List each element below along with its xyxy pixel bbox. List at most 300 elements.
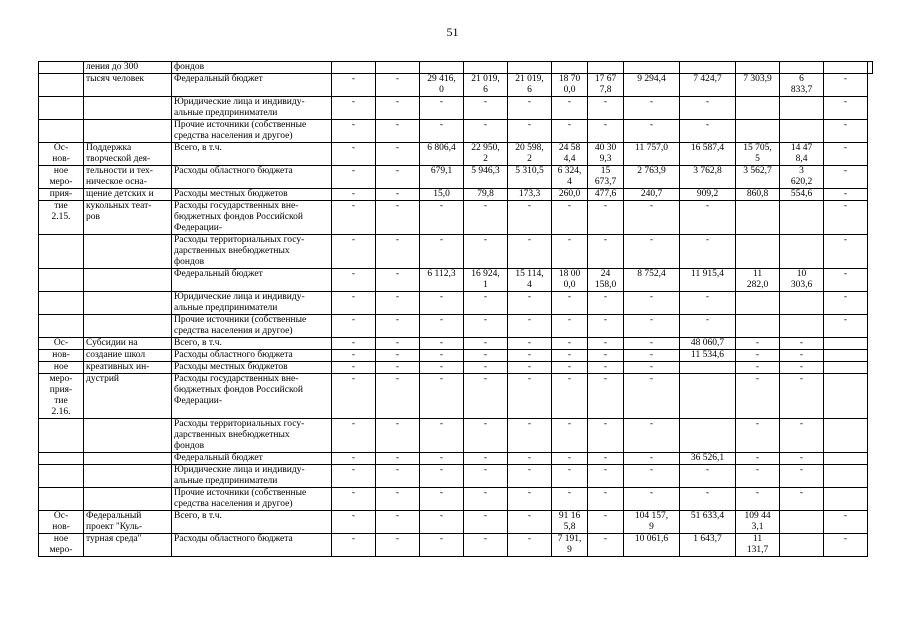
event-number-cell xyxy=(39,453,84,465)
value-cell: - xyxy=(376,120,420,143)
value-cell: - xyxy=(780,338,824,350)
value-cell: - xyxy=(376,419,420,453)
value-cell: 6 833,7 xyxy=(780,74,824,97)
value-cell: - xyxy=(508,488,552,511)
value-cell: - xyxy=(332,465,376,488)
value-cell: - xyxy=(332,166,376,189)
value-cell: - xyxy=(420,374,464,419)
funding-source-cell: Всего, в т.ч. xyxy=(172,511,332,534)
table-row xyxy=(39,374,873,419)
value-cell: - xyxy=(464,534,508,557)
event-number-cell: ное xyxy=(39,362,84,374)
value-cell: - xyxy=(624,362,680,374)
value-cell: - xyxy=(588,97,624,120)
value-cell: - xyxy=(624,374,680,419)
value-cell: - xyxy=(508,97,552,120)
value-cell: 240,7 xyxy=(624,189,680,201)
value-cell: - xyxy=(464,292,508,315)
value-cell: 477,6 xyxy=(588,189,624,201)
value-cell xyxy=(824,465,868,488)
value-cell: - xyxy=(736,488,780,511)
value-cell: - xyxy=(824,143,868,166)
value-cell xyxy=(552,62,588,74)
table-row xyxy=(39,315,873,338)
value-cell: 40 30 9,3 xyxy=(588,143,624,166)
event-name-cell xyxy=(84,315,172,338)
value-cell: 11 534,6 xyxy=(680,350,736,362)
value-cell xyxy=(332,62,376,74)
table-row xyxy=(39,453,873,465)
value-cell: 15 114, 4 xyxy=(508,269,552,292)
value-cell: - xyxy=(332,488,376,511)
event-name-cell xyxy=(84,465,172,488)
value-cell: - xyxy=(508,338,552,350)
value-cell: - xyxy=(332,201,376,235)
event-number-cell xyxy=(39,269,84,292)
value-cell: 3 620,2 xyxy=(780,166,824,189)
value-cell: 51 633,4 xyxy=(680,511,736,534)
event-number-cell xyxy=(39,419,84,453)
value-cell: - xyxy=(588,511,624,534)
table-row xyxy=(39,419,873,453)
value-cell: - xyxy=(680,292,736,315)
value-cell xyxy=(624,62,680,74)
value-cell: - xyxy=(508,465,552,488)
value-cell: - xyxy=(736,465,780,488)
value-cell: 11 282,0 xyxy=(736,269,780,292)
value-cell: - xyxy=(376,97,420,120)
funding-source-cell: Расходы местных бюджетов xyxy=(172,189,332,201)
event-name-cell: ления до 300 xyxy=(84,62,172,74)
value-cell: 16 587,4 xyxy=(680,143,736,166)
value-cell xyxy=(780,120,824,143)
event-name-cell xyxy=(84,120,172,143)
value-cell: - xyxy=(464,235,508,269)
page-number: 51 xyxy=(446,25,459,39)
value-cell: 7 424,7 xyxy=(680,74,736,97)
event-number-cell xyxy=(39,120,84,143)
table-row xyxy=(39,189,873,201)
value-cell: - xyxy=(780,374,824,419)
value-cell: 29 416, 0 xyxy=(420,74,464,97)
value-cell: - xyxy=(588,350,624,362)
event-number-cell: Ос- xyxy=(39,338,84,350)
value-cell: - xyxy=(464,120,508,143)
value-cell: - xyxy=(624,419,680,453)
value-cell: - xyxy=(824,74,868,97)
value-cell: - xyxy=(780,465,824,488)
value-cell: 3 762,8 xyxy=(680,166,736,189)
value-cell: 104 157, 9 xyxy=(624,511,680,534)
value-cell: 5 310,5 xyxy=(508,166,552,189)
value-cell: 79,8 xyxy=(464,189,508,201)
value-cell: - xyxy=(552,374,588,419)
value-cell: - xyxy=(332,511,376,534)
value-cell: - xyxy=(464,419,508,453)
value-cell: - xyxy=(332,269,376,292)
event-name-cell: тельности и тех- ническое осна- xyxy=(84,166,172,189)
value-cell xyxy=(780,292,824,315)
value-cell: - xyxy=(588,362,624,374)
table-row xyxy=(39,338,873,350)
event-number-cell: прия- xyxy=(39,189,84,201)
funding-source-cell: Федеральный бюджет xyxy=(172,74,332,97)
value-cell: 11 757,0 xyxy=(624,143,680,166)
value-cell: - xyxy=(376,292,420,315)
table-row xyxy=(39,292,873,315)
value-cell: 7 303,9 xyxy=(736,74,780,97)
event-name-cell xyxy=(84,292,172,315)
value-cell xyxy=(824,453,868,465)
value-cell xyxy=(780,97,824,120)
event-name-cell xyxy=(84,235,172,269)
value-cell: 679,1 xyxy=(420,166,464,189)
value-cell: - xyxy=(624,235,680,269)
funding-source-cell: Федеральный бюджет xyxy=(172,269,332,292)
value-cell: - xyxy=(552,97,588,120)
event-number-cell: Ос- нов- xyxy=(39,143,84,166)
event-number-cell: тие 2.15. xyxy=(39,201,84,235)
value-cell: 20 598, 2 xyxy=(508,143,552,166)
event-number-cell xyxy=(39,292,84,315)
value-cell: - xyxy=(624,465,680,488)
value-cell: - xyxy=(552,350,588,362)
value-cell: - xyxy=(376,511,420,534)
funding-source-cell: Прочие источники (собственные средства населения и другое) xyxy=(172,120,332,143)
value-cell: - xyxy=(464,201,508,235)
value-cell: - xyxy=(420,362,464,374)
value-cell: - xyxy=(508,511,552,534)
value-cell: - xyxy=(824,534,868,557)
value-cell: - xyxy=(420,419,464,453)
value-cell: - xyxy=(588,419,624,453)
value-cell: - xyxy=(824,189,868,201)
value-cell: - xyxy=(420,453,464,465)
value-cell: - xyxy=(588,338,624,350)
value-cell: - xyxy=(376,488,420,511)
event-name-cell: Федеральный проект "Куль- xyxy=(84,511,172,534)
table-row xyxy=(39,465,873,488)
value-cell: - xyxy=(376,74,420,97)
value-cell: 22 950, 2 xyxy=(464,143,508,166)
value-cell xyxy=(736,62,780,74)
value-cell: - xyxy=(824,511,868,534)
value-cell: 24 58 4,4 xyxy=(552,143,588,166)
value-cell: - xyxy=(624,120,680,143)
value-cell: - xyxy=(332,120,376,143)
value-cell: - xyxy=(508,201,552,235)
value-cell: - xyxy=(780,453,824,465)
event-number-cell xyxy=(39,97,84,120)
value-cell: - xyxy=(588,315,624,338)
value-cell: - xyxy=(464,350,508,362)
value-cell: - xyxy=(376,166,420,189)
value-cell: - xyxy=(552,292,588,315)
value-cell: 36 526,1 xyxy=(680,453,736,465)
value-cell: - xyxy=(420,120,464,143)
value-cell: - xyxy=(736,374,780,419)
value-cell: - xyxy=(824,315,868,338)
value-cell xyxy=(736,97,780,120)
value-cell: - xyxy=(376,350,420,362)
value-cell xyxy=(588,62,624,74)
value-cell xyxy=(824,419,868,453)
value-cell: - xyxy=(508,315,552,338)
value-cell: - xyxy=(376,362,420,374)
value-cell: - xyxy=(464,338,508,350)
value-cell: - xyxy=(588,235,624,269)
event-name-cell: креативных ин- xyxy=(84,362,172,374)
value-cell: - xyxy=(736,362,780,374)
funding-source-cell: Юридические лица и индивиду- альные предприниматели xyxy=(172,465,332,488)
value-cell: - xyxy=(508,362,552,374)
value-cell xyxy=(736,315,780,338)
value-cell: 15,0 xyxy=(420,189,464,201)
value-cell: - xyxy=(420,315,464,338)
value-cell: - xyxy=(376,269,420,292)
value-cell: - xyxy=(376,315,420,338)
value-cell xyxy=(376,62,420,74)
value-cell xyxy=(780,315,824,338)
value-cell: 24 158,0 xyxy=(588,269,624,292)
value-cell: - xyxy=(420,338,464,350)
value-cell: 18 70 0,0 xyxy=(552,74,588,97)
value-cell: - xyxy=(508,534,552,557)
funding-source-cell: Расходы областного бюджета xyxy=(172,534,332,557)
value-cell: 48 060,7 xyxy=(680,338,736,350)
funding-source-cell: Юридические лица и индивиду- альные предприниматели xyxy=(172,97,332,120)
value-cell: - xyxy=(624,488,680,511)
value-cell xyxy=(824,488,868,511)
value-cell: - xyxy=(680,315,736,338)
value-cell xyxy=(508,62,552,74)
value-cell xyxy=(736,201,780,235)
table-row xyxy=(39,74,873,97)
value-cell xyxy=(680,374,736,419)
value-cell xyxy=(780,201,824,235)
value-cell: - xyxy=(552,315,588,338)
table-row xyxy=(39,235,873,269)
funding-source-cell: Расходы областного бюджета xyxy=(172,350,332,362)
value-cell xyxy=(780,534,824,557)
value-cell: - xyxy=(624,350,680,362)
value-cell: 8 752,4 xyxy=(624,269,680,292)
event-name-cell: создание школ xyxy=(84,350,172,362)
value-cell: - xyxy=(508,120,552,143)
funding-source-cell: Всего, в т.ч. xyxy=(172,338,332,350)
value-cell: 9 294,4 xyxy=(624,74,680,97)
value-cell: - xyxy=(332,362,376,374)
value-cell: - xyxy=(824,235,868,269)
table-row xyxy=(39,362,873,374)
value-cell: - xyxy=(680,235,736,269)
value-cell: - xyxy=(376,534,420,557)
value-cell: - xyxy=(464,511,508,534)
value-cell: - xyxy=(508,419,552,453)
value-cell: - xyxy=(376,235,420,269)
value-cell xyxy=(464,62,508,74)
value-cell: - xyxy=(332,338,376,350)
value-cell: - xyxy=(588,453,624,465)
value-cell: 6 112,3 xyxy=(420,269,464,292)
value-cell: 260,0 xyxy=(552,189,588,201)
value-cell: - xyxy=(332,235,376,269)
value-cell: 6 806,4 xyxy=(420,143,464,166)
value-cell: - xyxy=(376,143,420,166)
value-cell: 7 191, 9 xyxy=(552,534,588,557)
event-name-cell: Субсидии на xyxy=(84,338,172,350)
event-name-cell: Поддержка творческой дея- xyxy=(84,143,172,166)
funding-source-cell: Расходы областного бюджета xyxy=(172,166,332,189)
budget-table xyxy=(38,61,873,557)
value-cell: - xyxy=(552,362,588,374)
value-cell: 5 946,3 xyxy=(464,166,508,189)
event-name-cell xyxy=(84,419,172,453)
value-cell: - xyxy=(736,419,780,453)
value-cell: - xyxy=(736,453,780,465)
value-cell: 21 019, 6 xyxy=(508,74,552,97)
event-name-cell: кукольных теат- ров xyxy=(84,201,172,235)
table-row xyxy=(39,534,873,557)
value-cell: - xyxy=(332,315,376,338)
value-cell xyxy=(680,362,736,374)
value-cell: 6 324, 4 xyxy=(552,166,588,189)
event-number-cell xyxy=(39,235,84,269)
value-cell: - xyxy=(332,189,376,201)
value-cell: - xyxy=(552,338,588,350)
value-cell: - xyxy=(588,534,624,557)
value-cell: 11 915,4 xyxy=(680,269,736,292)
table-row xyxy=(39,143,873,166)
funding-source-cell: Федеральный бюджет xyxy=(172,453,332,465)
value-cell: - xyxy=(624,338,680,350)
event-name-cell xyxy=(84,488,172,511)
table-row xyxy=(39,350,873,362)
value-cell xyxy=(824,362,868,374)
value-cell: 10 303,6 xyxy=(780,269,824,292)
value-cell: - xyxy=(376,189,420,201)
value-cell: 91 16 5,8 xyxy=(552,511,588,534)
event-number-cell: Ос- нов- xyxy=(39,511,84,534)
value-cell: - xyxy=(680,120,736,143)
value-cell: - xyxy=(552,201,588,235)
value-cell: 1 643,7 xyxy=(680,534,736,557)
value-cell: - xyxy=(680,201,736,235)
value-cell: - xyxy=(824,120,868,143)
value-cell: - xyxy=(552,488,588,511)
value-cell: - xyxy=(780,488,824,511)
value-cell: 860,8 xyxy=(736,189,780,201)
value-cell xyxy=(680,62,736,74)
value-cell: 21 019, 6 xyxy=(464,74,508,97)
value-cell: 909,2 xyxy=(680,189,736,201)
event-number-cell: нов- xyxy=(39,350,84,362)
table-row xyxy=(39,166,873,189)
value-cell: - xyxy=(624,315,680,338)
value-cell: - xyxy=(376,453,420,465)
event-name-cell xyxy=(84,97,172,120)
table-row xyxy=(39,269,873,292)
value-cell: - xyxy=(420,465,464,488)
event-number-cell xyxy=(39,465,84,488)
value-cell: 2 763,9 xyxy=(624,166,680,189)
value-cell: 554,6 xyxy=(780,189,824,201)
table-row xyxy=(39,97,873,120)
value-cell: - xyxy=(376,338,420,350)
value-cell: - xyxy=(332,419,376,453)
funding-source-cell: Расходы государственных вне- бюджетных фондов Российской Федерации- xyxy=(172,374,332,419)
value-cell: - xyxy=(332,97,376,120)
value-cell: - xyxy=(420,511,464,534)
value-cell: - xyxy=(588,488,624,511)
event-number-cell xyxy=(39,315,84,338)
value-cell: - xyxy=(624,97,680,120)
value-cell: - xyxy=(588,120,624,143)
event-number-cell xyxy=(39,488,84,511)
value-cell: - xyxy=(588,374,624,419)
value-cell: - xyxy=(780,362,824,374)
value-cell xyxy=(736,292,780,315)
value-cell: 14 47 8,4 xyxy=(780,143,824,166)
value-cell: - xyxy=(780,350,824,362)
event-name-cell: тысяч человек xyxy=(84,74,172,97)
table-row xyxy=(39,488,873,511)
value-cell: - xyxy=(552,235,588,269)
value-cell: 109 44 3,1 xyxy=(736,511,780,534)
value-cell: 11 131,7 xyxy=(736,534,780,557)
value-cell: 16 924, 1 xyxy=(464,269,508,292)
value-cell: 3 562,7 xyxy=(736,166,780,189)
event-name-cell xyxy=(84,269,172,292)
value-cell: - xyxy=(332,350,376,362)
value-cell: - xyxy=(552,419,588,453)
funding-source-cell: Прочие источники (собственные средства населения и другое) xyxy=(172,488,332,511)
funding-source-cell: Юридические лица и индивиду- альные предприниматели xyxy=(172,292,332,315)
value-cell: - xyxy=(588,465,624,488)
value-cell xyxy=(824,350,868,362)
value-cell: 18 00 0,0 xyxy=(552,269,588,292)
value-cell: - xyxy=(420,97,464,120)
value-cell: - xyxy=(680,488,736,511)
value-cell: - xyxy=(332,453,376,465)
value-cell: - xyxy=(376,465,420,488)
value-cell: - xyxy=(736,338,780,350)
value-cell: 10 061,6 xyxy=(624,534,680,557)
value-cell: - xyxy=(464,362,508,374)
funding-source-cell: Всего, в т.ч. xyxy=(172,143,332,166)
value-cell: - xyxy=(332,534,376,557)
table-row xyxy=(39,511,873,534)
value-cell: 173,3 xyxy=(508,189,552,201)
value-cell: - xyxy=(464,465,508,488)
value-cell: - xyxy=(824,97,868,120)
funding-source-cell: фондов xyxy=(172,62,332,74)
value-cell: 17 67 7,8 xyxy=(588,74,624,97)
value-cell xyxy=(420,62,464,74)
funding-source-cell: Расходы территориальных госу- дарственных внебюджетных фондов xyxy=(172,419,332,453)
value-cell xyxy=(680,419,736,453)
value-cell: - xyxy=(824,166,868,189)
value-cell xyxy=(736,235,780,269)
value-cell: - xyxy=(824,292,868,315)
value-cell: - xyxy=(464,315,508,338)
value-cell: - xyxy=(332,143,376,166)
value-cell: - xyxy=(588,292,624,315)
value-cell: - xyxy=(552,120,588,143)
value-cell: - xyxy=(624,201,680,235)
value-cell: - xyxy=(780,419,824,453)
value-cell: - xyxy=(824,201,868,235)
